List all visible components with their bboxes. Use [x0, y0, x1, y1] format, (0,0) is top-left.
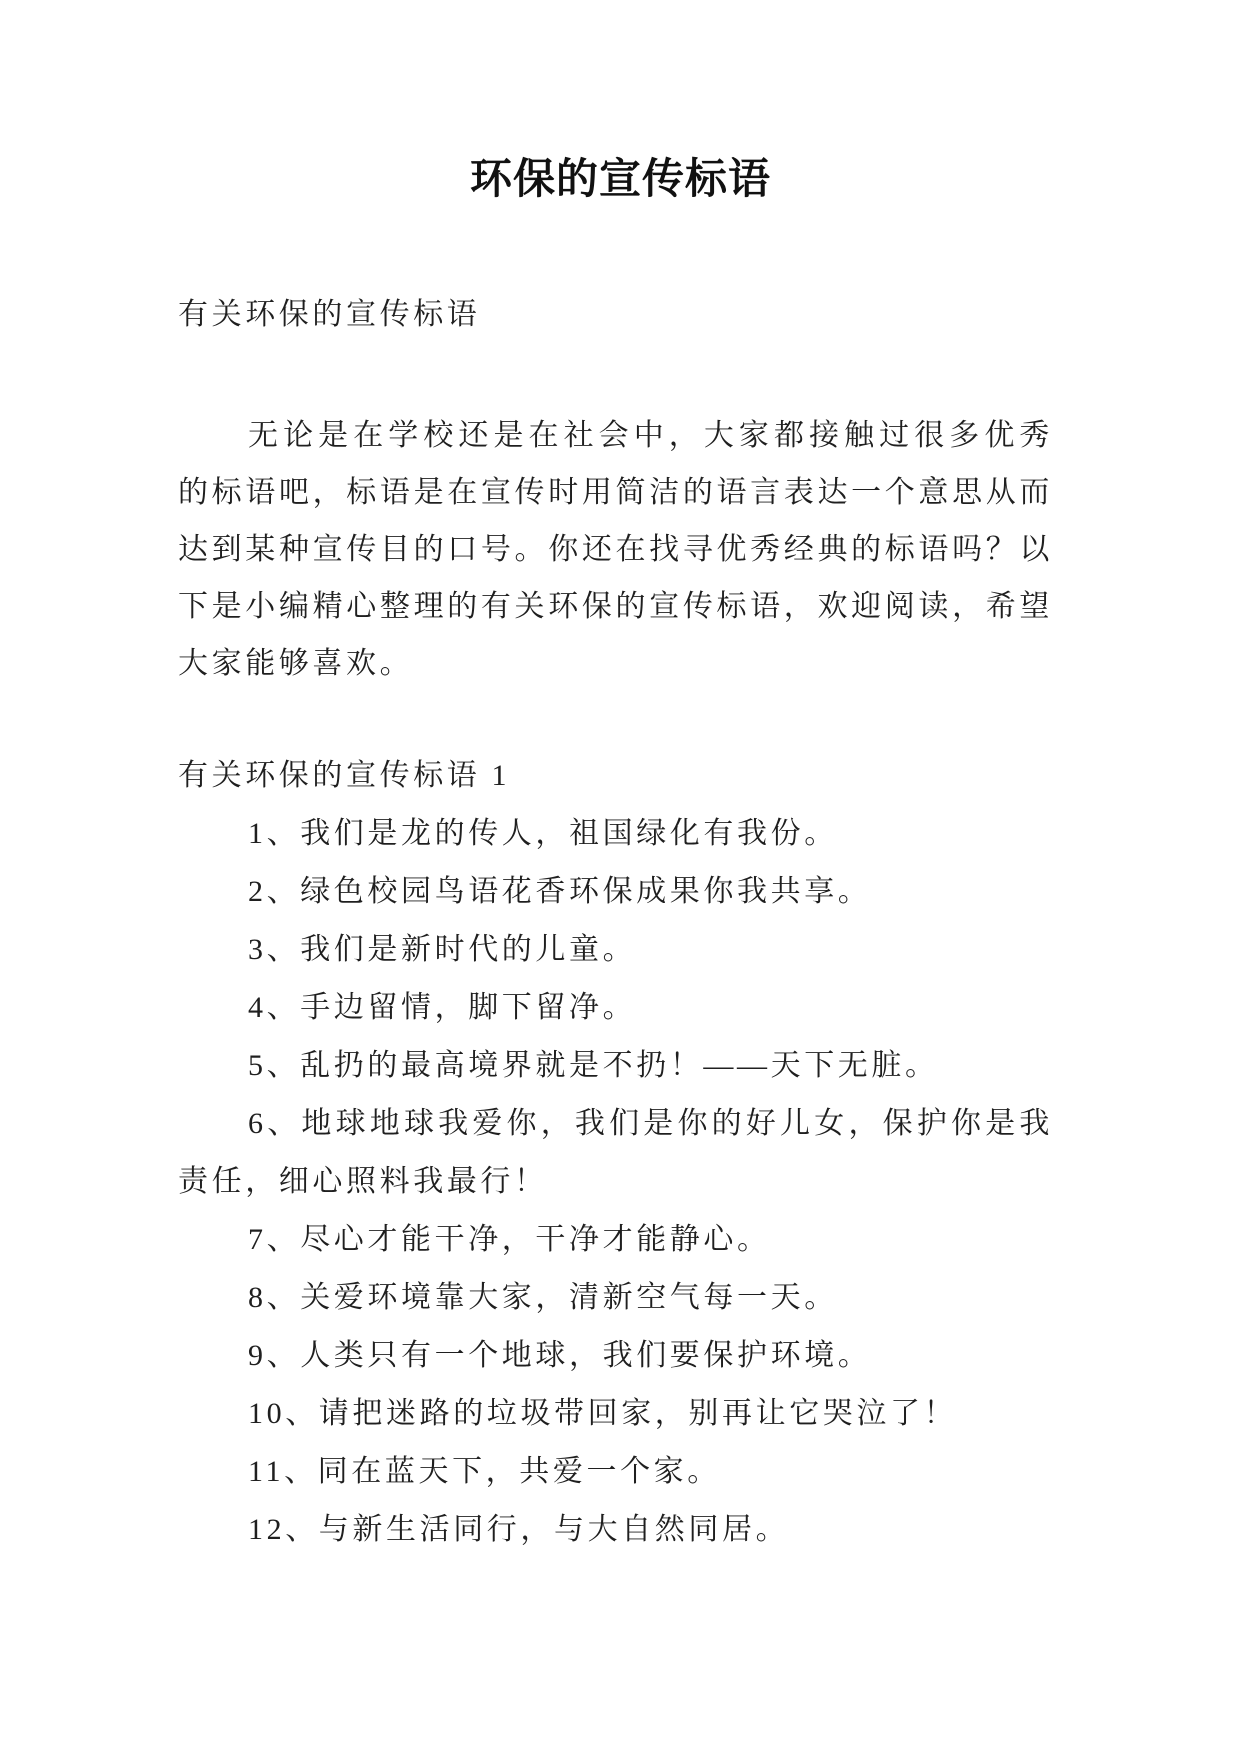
- slogan-item-3: 3、我们是新时代的儿童。: [248, 933, 637, 966]
- slogan-item-2: 2、绿色校园鸟语花香环保成果你我共享。: [248, 875, 872, 908]
- slogan-item-9: 9、人类只有一个地球，我们要保护环境。: [248, 1339, 872, 1372]
- slogan-list: [178, 805, 1053, 1559]
- slogan-item-1: 1、我们是龙的传人，祖国绿化有我份。: [248, 817, 838, 850]
- slogan-item-11: 11、同在蓝天下，共爱一个家。: [248, 1455, 721, 1488]
- document-title: 环保的宣传标语: [469, 157, 771, 203]
- intro-label: 有关环保的宣传标语: [178, 298, 481, 331]
- slogan-item-7: 7、尽心才能干净，干净才能静心。: [248, 1223, 771, 1256]
- intro-paragraph: 无论是在学校还是在社会中，大家都接触过很多优秀的标语吧，标语是在宣传时用简洁的语言表达一个意思从而达到某种宣传目的口号。你还在找寻优秀经典的标语吗？以下是小编精心整理的有关环保的宣传标语，欢迎阅读，希望大家能够喜欢。: [178, 419, 1053, 680]
- slogan-item-12: 12、与新生活同行，与大自然同居。: [248, 1513, 790, 1546]
- document-body: [178, 286, 1053, 1559]
- slogan-item-4: 4、手边留情，脚下留净。: [248, 991, 637, 1024]
- slogan-item-8: 8、关爱环境靠大家，清新空气每一天。: [248, 1281, 838, 1314]
- section-1-heading: 有关环保的宣传标语 1: [178, 759, 511, 792]
- slogan-item-10: 10、请把迷路的垃圾带回家，别再让它哭泣了！: [248, 1397, 958, 1430]
- slogan-item-6: 6、地球地球我爱你，我们是你的好儿女，保护你是我责任，细心照料我最行！: [178, 1107, 1053, 1198]
- slogan-item-5: 5、乱扔的最高境界就是不扔！——天下无脏。: [248, 1049, 939, 1082]
